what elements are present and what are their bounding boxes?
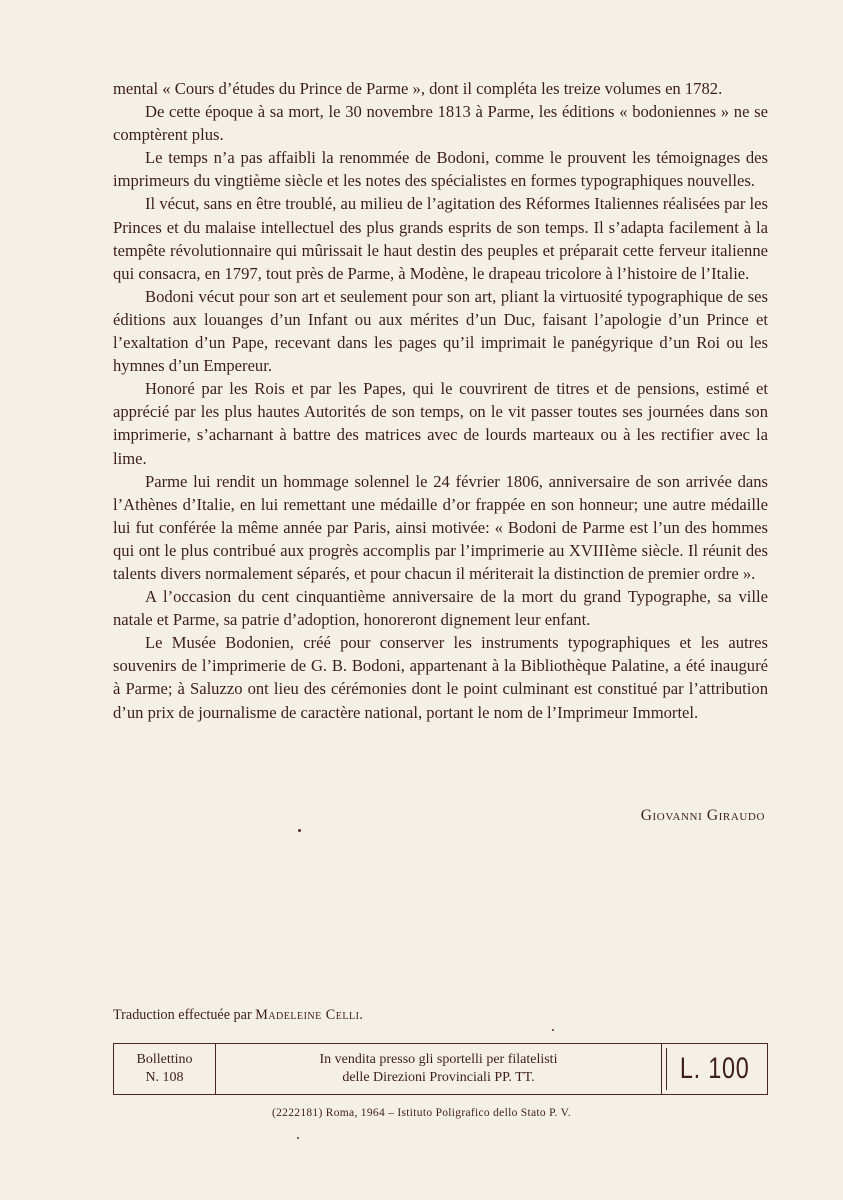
- sale-info-line-2: delle Direzioni Provinciali PP. TT.: [342, 1070, 535, 1085]
- translation-credit: [113, 1007, 363, 1024]
- issue-number: N. 108: [145, 1070, 184, 1085]
- paragraph-5: Bodoni vécut pour son art et seulement pour son art, pliant la virtuosité typographique de ses éditions aux louanges d’un Infant ou aux mérites d’un Duc, faisant l’apologie d’un Prince et l’exaltation d’un Pape, recevant dans les pages qu’il imprimait le panégyrique d’un Roi ou les hymnes d’un Empereur.: [113, 286, 768, 376]
- paragraph-9: Le Musée Bodonien, créé pour conserver les instruments typographiques et les autres souvenirs de l’imprimerie de G. B. Bodoni, appartenant à la Bibliothèque Palatine, a été inauguré à Parme; à Saluzzo ont lieu des cérémonies dont le point culminant est constitué par l’attribution d’un prix de journalisme de caractère national, portant le nom de l’Imprimeur Immortel.: [113, 633, 768, 722]
- paragraph-7: Parme lui rendit un hommage solennel le 24 février 1806, anniversaire de son arrivée dans l’Athènes d’Italie, en lui remettant une médaille d’or frappée en son honneur; une autre médaille lui fut conférée la même année par Paris, ainsi motivée: « Bodoni de Parme est l’un des hommes qui ont le plus contribué aux progrès accomplis par l’imprimerie au XVIIIème siècle. Il réunit des talents divers normalement séparés, et pour chacun il mériterait la distinction de premier ordre ».: [113, 471, 768, 583]
- body-text: [113, 77, 768, 724]
- price-cell: [661, 1044, 767, 1094]
- author-signature: Giovanni Giraudo: [640, 807, 765, 824]
- issue-label: Bollettino: [136, 1052, 193, 1067]
- issue-cell: [114, 1044, 216, 1094]
- paragraph-1: mental « Cours d’études du Prince de Parme », dont il compléta les treize volumes en 1782.: [113, 79, 723, 98]
- paragraph-2: De cette époque à sa mort, le 30 novembre 1813 à Parme, les éditions « bodoniennes » ne se comptèrent plus.: [113, 102, 768, 145]
- price: L. 100: [679, 1052, 750, 1085]
- paragraph-6: Honoré par les Rois et par les Papes, qui le couvrirent de titres et de pensions, estimé et apprécié par les plus hautes Autorités de son temps, on le vit passer toutes ses journées dans son imprimerie, s’acharnant à battre des matrices avec de lourds marteaux ou à les rectifier avec la lime.: [113, 379, 768, 468]
- translation-prefix: Traduction effectuée par: [113, 1007, 252, 1023]
- paragraph-3: Le temps n’a pas affaibli la renommée de Bodoni, comme le prouvent les témoignages des imprimeurs du vingtième siècle et les notes des spécialistes en formes typographiques nouvelles.: [113, 148, 768, 191]
- translator-name: Madeleine Celli.: [255, 1007, 364, 1023]
- paragraph-8: A l’occasion du cent cinquantième anniversaire de la mort du grand Typographe, sa ville natale et Parme, sa patrie d’adoption, honoreront dignement leur enfant.: [113, 587, 768, 630]
- paragraph-4: Il vécut, sans en être troublé, au milieu de l’agitation des Réformes Italiennes réalisées par les Princes et du malaise intellectuel des plus grands esprits de son temps. Il s’adapta facilement à la tempête révolutionnaire qui mûrissait le haut destin des peuples et préparait cette ferveur italienne qui consacra, en 1797, tout près de Parme, à Modène, le drapeau tricolore à l’histoire de l’Italie.: [113, 194, 768, 283]
- print-speck: [552, 1029, 554, 1031]
- sale-info-line-1: In vendita presso gli sportelli per filatelisti: [319, 1052, 558, 1067]
- printer-imprint: (2222181) Roma, 1964 – Istituto Poligrafico dello Stato P. V.: [272, 1107, 571, 1119]
- print-speck: [297, 1137, 299, 1139]
- sale-info-cell: [216, 1044, 661, 1094]
- bulletin-footer: [113, 1043, 768, 1095]
- print-speck: [298, 829, 301, 832]
